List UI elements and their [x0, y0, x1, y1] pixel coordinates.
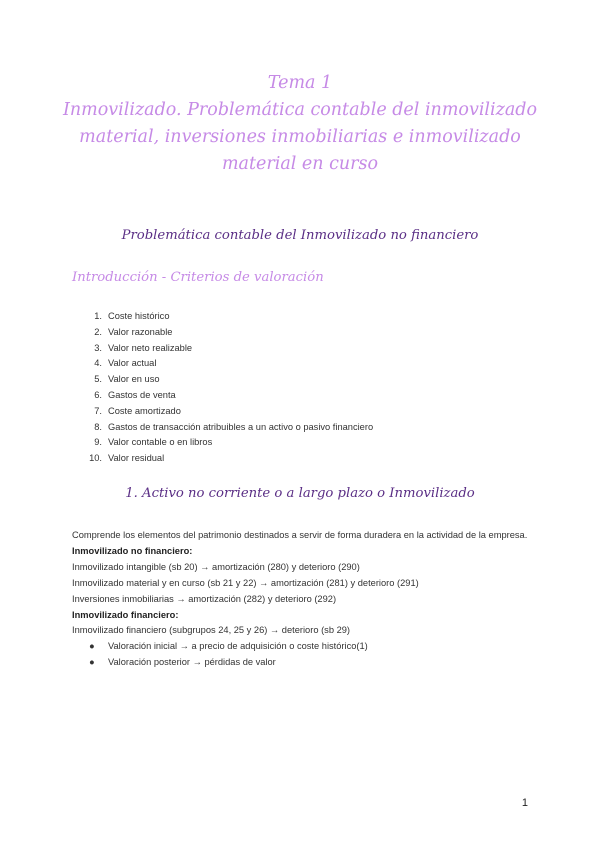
text-line: Inmovilizado material y en curso (sb 21 y 22) → amortización (281) y deterioro (291) — [72, 577, 419, 588]
list-item: 7. Coste amortizado — [94, 405, 181, 416]
section-body — [72, 528, 532, 671]
list-item: 1. Coste histórico — [94, 311, 170, 321]
text-line: Inmovilizado financiero (subgrupos 24, 25 y 26) → deterioro (sb 29) — [72, 625, 351, 636]
title-line: material en curso — [221, 154, 379, 174]
title-line: material, inversiones inmobiliarias e inmovilizado — [79, 127, 521, 147]
text-line: Inversiones inmobiliarias → amortización (282) y deterioro (292) — [72, 593, 337, 604]
list-item: 3. Valor neto realizable — [94, 342, 193, 353]
bullet-icon: ● — [89, 641, 95, 652]
list-item: 10. Valor residual — [89, 453, 165, 464]
document-title — [40, 70, 560, 178]
section-heading: 1. Activo no corriente o a largo plazo o Inmovilizado — [125, 486, 475, 501]
no-financial-label: Inmovilizado no financiero: — [72, 545, 193, 556]
title-line: Tema 1 — [267, 73, 333, 93]
list-item: 4. Valor actual — [94, 358, 157, 369]
section-intro: Comprende los elementos del patrimonio destinados a servir de forma duradera en la actividad de la empresa. — [72, 530, 528, 540]
bullet-icon: ● — [89, 657, 95, 668]
subheading: Problemática contable del Inmovilizado no financiero — [121, 228, 479, 243]
financial-label: Inmovilizado financiero: — [72, 609, 179, 620]
intro-heading: Introducción - Criterios de valoración — [72, 270, 324, 285]
list-item: ● Valoración posterior → pérdidas de valor — [72, 655, 532, 671]
list-item: 6. Gastos de venta — [94, 389, 176, 400]
list-item: 8. Gastos de transacción atribuibles a un activo o pasivo financiero — [94, 421, 374, 432]
list-item: 5. Valor en uso — [94, 374, 160, 385]
bullet-list — [72, 639, 532, 671]
list-item: 2. Valor razonable — [94, 326, 173, 337]
title-line: Inmovilizado. Problemática contable del inmovilizado — [62, 100, 538, 120]
list-item: ● Valoración inicial → a precio de adquisición o coste histórico(1) — [72, 639, 532, 655]
page-number: 1 — [521, 797, 528, 809]
criteria-list — [72, 309, 373, 467]
list-item: 9. Valor contable o en libros — [94, 437, 213, 448]
text-line: Inmovilizado intangible (sb 20) → amortización (280) y deterioro (290) — [72, 561, 360, 572]
